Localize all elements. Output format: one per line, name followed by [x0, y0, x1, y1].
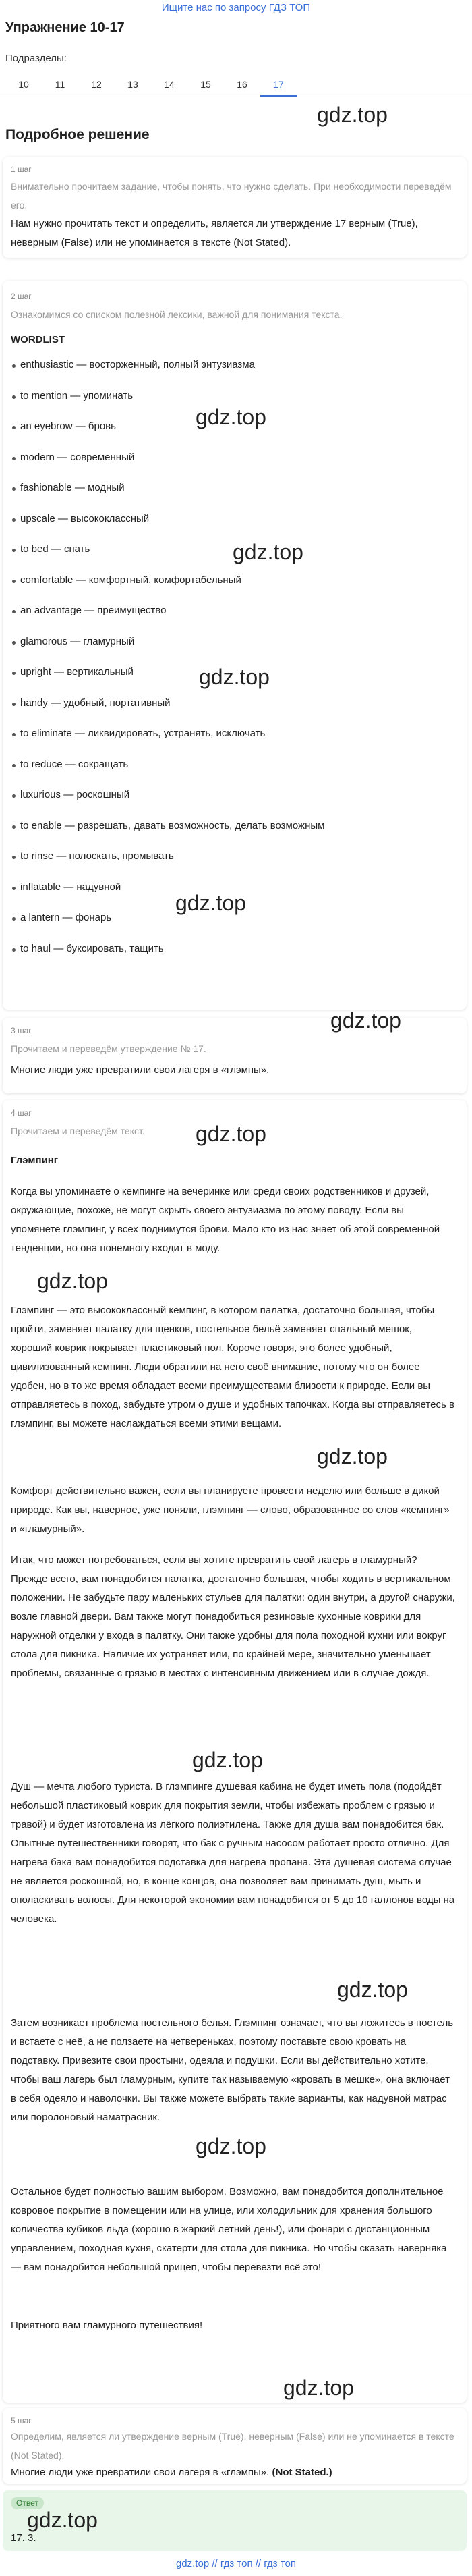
watermark: gdz.top [233, 540, 303, 564]
solution-heading: Подробное решение [5, 127, 150, 142]
tab-13[interactable]: 13 [127, 79, 138, 90]
wordlist-item: upscale — высококлассный [20, 513, 150, 524]
watermark: gdz.top [317, 1444, 388, 1469]
watermark: gdz.top [196, 405, 266, 429]
wordlist-item: to eliminate — ликвидировать, устранять, исключать [20, 728, 266, 739]
step-5-verdict: (Not Stated.) [272, 2467, 332, 2478]
step-1-text: Нам нужно прочитать текст и определить, является ли утверждение 17 верным (True), неверным (False) или не упоминается в тексте (Not Stated). [11, 218, 418, 248]
tab-11[interactable]: 11 [55, 79, 65, 90]
bullet-icon [12, 549, 16, 552]
bullet-icon [12, 856, 16, 859]
answer-label: Ответ [11, 2497, 44, 2509]
bullet-icon [12, 703, 16, 706]
footer-links[interactable]: gdz.top // гдз топ // гдз топ [175, 2558, 297, 2569]
wordlist-item: luxurious — роскошный [20, 789, 130, 800]
wordlist-item: a lantern — фонарь [20, 912, 112, 923]
text-paragraph-7: Остальное будет полностью вашим выбором. Возможно, вам понадобится дополнительное ковровое покрытие в помещении или на улице, или холодильник для хранения большого количества кубиков льда (хорошо в жаркий летний день!), или фонари с дистанционным управлением, походная кухня, скатерти для стола для пикника. Но чтобы сказать наверняка — вам понадобится небольшой прицеп, чтобы перевезти всё это! [11, 2186, 447, 2273]
text-paragraph-5: Душ — мечта любого туриста. В глэмпинге душевая кабина не будет иметь пола (подойдёт небольшой пластиковый коврик для покрытия земли, чтобы избежать проблем с грязью и травой) и будет изготовлена из лёгкого полиэтилена. Также для душа вам понадобится бак. Опытные путешественники говорят, что бак с ручным насосом работает просто отлично. Для нагрева бака вам понадобится подставка для нагрева пропана. Эта душевая система случае не является роскошной, но, в конце концов, она позволяет вам принимать душ, мыть и ополаскивать волосы. Для некоторой экономии вам понадобится от 5 до 10 галлонов воды на человека. [11, 1781, 455, 1925]
tab-12[interactable]: 12 [91, 79, 102, 90]
watermark: gdz.top [196, 1122, 266, 1146]
page-title: Упражнение 10-17 [5, 20, 125, 35]
bullet-icon [12, 580, 16, 583]
watermark: gdz.top [192, 1748, 263, 1772]
tab-10[interactable]: 10 [18, 79, 29, 90]
wordlist-item: modern — современный [20, 451, 135, 463]
wordlist-item: upright — вертикальный [20, 666, 134, 678]
step-1-hint: Внимательно прочитаем задание, чтобы понять, что нужно сделать. При необходимости переведём его. [11, 181, 452, 211]
wordlist-item: an eyebrow — бровь [20, 420, 116, 432]
text-paragraph-6: Затем возникает проблема постельного белья. Глэмпинг означает, что вы ложитесь в постель и встаете с неё, а не ползаете на четвереньках, поэтому поставьте свою кровать на подставку. Привезите свои простыни, одеяла и подушки. Если вы действительно хотите, чтобы ваш лагерь был гламурным, купите так называемую «кровать в мешке», она включает в себя одеяло и наволочки. Вы также можете выбрать такие варианты, как надувной матрас или поролоновый наматрасник. [11, 2017, 454, 2123]
answer-value: 17. 3. [11, 2532, 36, 2544]
watermark: gdz.top [317, 103, 388, 127]
bullet-icon [12, 825, 16, 829]
watermark: gdz.top [196, 2134, 266, 2158]
step-1-label: 1 шаг [11, 165, 32, 174]
bullet-icon [12, 887, 16, 890]
wordlist-item: fashionable — модный [20, 482, 125, 493]
wordlist-item: to reduce — сокращать [20, 759, 129, 770]
wordlist-item: an advantage — преимущество [20, 605, 167, 616]
wordlist-item: to haul — буксировать, тащить [20, 943, 164, 954]
wordlist-item: inflatable — надувной [20, 881, 121, 893]
bullet-icon [12, 487, 16, 491]
step-5-hint: Определим, является ли утверждение верным (True), неверным (False) или не упоминается в тексте (Not Stated). [11, 2431, 454, 2461]
watermark: gdz.top [337, 1977, 408, 2002]
bullet-icon [12, 364, 16, 368]
wordlist-item: to enable — разрешать, давать возможность, делать возможным [20, 820, 325, 831]
wordlist-item: enthusiastic — восторженный, полный энтузиазма [20, 359, 255, 371]
wordlist-item: to bed — спать [20, 543, 90, 555]
bullet-icon [12, 948, 16, 952]
tab-14[interactable]: 14 [164, 79, 175, 90]
step-3-label: 3 шаг [11, 1026, 32, 1035]
watermark: gdz.top [283, 2376, 354, 2400]
text-paragraph-8: Приятного вам гламурного путешествия! [11, 2320, 203, 2331]
step-5-statement: Многие люди уже превратили свои лагеря в «глэмпы». [11, 2467, 270, 2478]
step-4-hint: Прочитаем и переведём текст. [11, 1126, 145, 1136]
watermark: gdz.top [27, 2508, 98, 2532]
wordlist-item: to mention — упоминать [20, 390, 134, 402]
step-5-label: 5 шаг [11, 2416, 32, 2426]
wordlist-heading: WORDLIST [11, 334, 65, 346]
bullet-icon [12, 518, 16, 522]
bullet-icon [12, 917, 16, 921]
bullet-icon [12, 672, 16, 675]
bullet-icon [12, 641, 16, 645]
step-2-hint: Ознакомимся со списком полезной лексики, важной для понимания текста. [11, 309, 343, 320]
text-paragraph-3: Комфорт действительно важен, если вы планируете провести неделю или больше в дикой природе. Как вы, наверное, уже поняли, глэмпинг — слово, образованное со слов «кемпинг» и «гламурный». [11, 1485, 450, 1535]
bullet-icon [12, 457, 16, 460]
watermark: gdz.top [175, 891, 246, 915]
bullet-icon [12, 395, 16, 399]
step-3-hint: Прочитаем и переведём утверждение № 17. [11, 1043, 206, 1054]
top-banner[interactable]: Ищите нас по запросу ГДЗ ТОП [161, 2, 311, 13]
watermark: gdz.top [330, 1008, 401, 1033]
step-2-label: 2 шаг [11, 292, 32, 301]
bullet-icon [12, 794, 16, 798]
text-paragraph-1: Когда вы упоминаете о кемпинге на вечеринке или среди своих родственников и друзей, окружающие, похоже, не могут скрыть своего энтузиазма по этому поводу. Если вы упомянете глэмпинг, у всех поднимутся брови. Мало кто из нас знает об этой современной тенденции, но она понемногу входит в моду. [11, 1186, 440, 1254]
step-4-label: 4 шаг [11, 1108, 32, 1118]
watermark: gdz.top [37, 1269, 108, 1293]
tab-17[interactable]: 17 [260, 74, 297, 97]
wordlist-item: glamorous — гламурный [20, 636, 135, 647]
wordlist-item: handy — удобный, портативный [20, 697, 171, 709]
bullet-icon [12, 764, 16, 767]
text-heading: Глэмпинг [11, 1155, 59, 1166]
bullet-icon [12, 733, 16, 736]
step-3-text: Многие люди уже превратили свои лагеря в «глэмпы». [11, 1064, 270, 1076]
step-5-text [11, 2463, 456, 2482]
tab-16[interactable]: 16 [237, 79, 247, 90]
bullet-icon [12, 426, 16, 429]
subsection-tabs [0, 74, 472, 97]
bullet-icon [12, 610, 16, 613]
watermark: gdz.top [199, 665, 270, 689]
tab-15[interactable]: 15 [200, 79, 211, 90]
text-paragraph-4: Итак, что может потребоваться, если вы хотите превратить свой лагерь в гламурный? Прежде всего, вам понадобится палатка, достаточно большая, чтобы ходить в вертикальном положении. Не забудьте пару маленьких стульев для палатки: один внутри, а другой снаружи, возле главной двери. Вам также могут понадобиться резиновые кухонные коврики для наружной отделки у входа в палатку. Они также удобны для пола походной кухни или вокруг стола для пикника. Наличие их устраняет или, по крайней мере, значительно уменьшает проблемы, связанные с грязью в местах с интенсивным движением или в случае дождя. [11, 1554, 455, 1679]
subsections-label: Подразделы: [5, 53, 67, 64]
wordlist-item: comfortable — комфортный, комфортабельный [20, 574, 241, 586]
text-paragraph-2: Глэмпинг — это высококлассный кемпинг, в котором палатка, достаточно большая, чтобы пройти, заменяет палатку для щенков, постельное бельё заменяет спальный мешок, хороший коврик покрывает пластиковый пол. Короче говоря, это более удобный, цивилизованный кемпинг. Люди обратили на него своё внимание, потому что он более удобен, но в то же время обладает всеми преимуществами близости к природе. Если вы отправляетесь в поход, забудьте утром о душе и удобных тапочках. Когда вы отправляетесь в глэмпинг, вы можете наслаждаться всеми этими вещами. [11, 1305, 454, 1429]
wordlist-item: to rinse — полоскать, промывать [20, 850, 174, 862]
